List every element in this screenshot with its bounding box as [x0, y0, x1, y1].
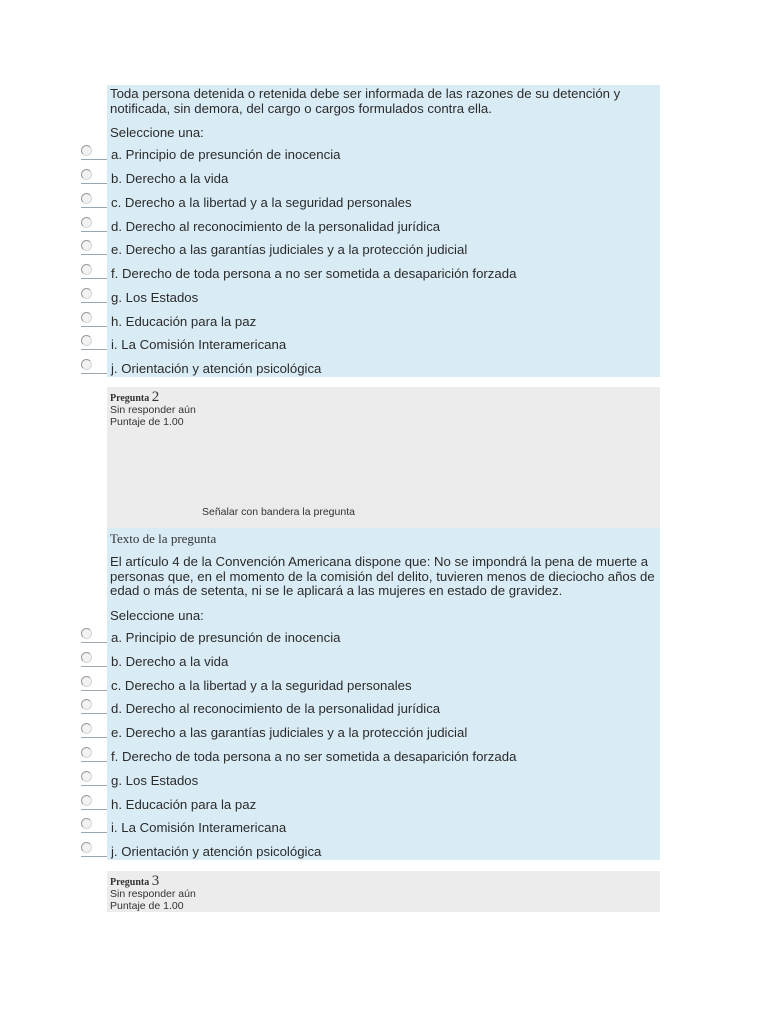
question-1-option-c[interactable] — [81, 193, 641, 217]
question-1-options — [107, 85, 660, 377]
question-3-score: Puntaje de 1.00 — [110, 900, 184, 912]
option-label[interactable]: e. Derecho a las garantías judiciales y a la protección judicial — [111, 242, 468, 257]
question-2-text: El artículo 4 de la Convención Americana dispone que: No se impondrá la pena de muerte a personas que, en el momento de la comisión del delito, tuvieren menos de dieciocho años de edad o más de setenta, ni se le aplicará a las mujeres en estado de gravidez. — [110, 554, 655, 598]
question-1-option-j[interactable] — [81, 359, 641, 383]
radio-button[interactable] — [81, 818, 92, 829]
question-2-option-b[interactable] — [81, 652, 641, 676]
option-label[interactable]: c. Derecho a la libertad y a la seguridad personales — [111, 195, 412, 210]
radio-button[interactable] — [81, 145, 92, 156]
question-1-option-e[interactable] — [81, 240, 641, 264]
radio-button[interactable] — [81, 264, 92, 275]
option-underline — [81, 737, 107, 738]
flag-question-area[interactable] — [202, 427, 660, 528]
radio-button[interactable] — [81, 676, 92, 687]
option-label[interactable]: g. Los Estados — [111, 773, 199, 788]
option-label[interactable]: h. Educación para la paz — [111, 797, 257, 812]
option-underline — [81, 302, 107, 303]
question-2-score: Puntaje de 1.00 — [110, 416, 184, 428]
question-2-content — [107, 528, 660, 860]
option-label[interactable]: f. Derecho de toda persona a no ser sometida a desaparición forzada — [111, 749, 517, 764]
question-2-option-h[interactable] — [81, 795, 641, 819]
option-label[interactable]: d. Derecho al reconocimiento de la personalidad jurídica — [111, 701, 441, 716]
option-label[interactable]: d. Derecho al reconocimiento de la personalidad jurídica — [111, 219, 441, 234]
option-label[interactable]: f. Derecho de toda persona a no ser sometida a desaparición forzada — [111, 266, 517, 281]
question-1-option-g[interactable] — [81, 288, 641, 312]
option-label[interactable]: b. Derecho a la vida — [111, 654, 229, 669]
question-2-option-f[interactable] — [81, 747, 641, 771]
question-2-options — [107, 528, 660, 860]
radio-button[interactable] — [81, 628, 92, 639]
radio-button[interactable] — [81, 335, 92, 346]
option-underline — [81, 278, 107, 279]
question-2-select-label: Seleccione una: — [110, 608, 204, 623]
radio-button[interactable] — [81, 699, 92, 710]
option-underline — [81, 761, 107, 762]
option-underline — [81, 373, 107, 374]
question-2-option-d[interactable] — [81, 699, 641, 723]
radio-button[interactable] — [81, 842, 92, 853]
question-2-option-a[interactable] — [81, 628, 641, 652]
question-1-select-label: Seleccione una: — [110, 125, 204, 140]
flag-question-link[interactable]: Señalar con bandera la pregunta — [202, 506, 355, 518]
radio-button[interactable] — [81, 217, 92, 228]
option-underline — [81, 785, 107, 786]
radio-button[interactable] — [81, 771, 92, 782]
option-label[interactable]: e. Derecho a las garantías judiciales y a la protección judicial — [111, 725, 468, 740]
question-1-content — [107, 85, 660, 377]
option-label[interactable]: h. Educación para la paz — [111, 314, 257, 329]
question-1-option-d[interactable] — [81, 217, 641, 241]
question-3-status: Sin responder aún — [110, 888, 196, 900]
option-underline — [81, 642, 107, 643]
question-1-option-i[interactable] — [81, 335, 641, 359]
radio-button[interactable] — [81, 169, 92, 180]
option-label[interactable]: a. Principio de presunción de inocencia — [111, 630, 341, 645]
radio-button[interactable] — [81, 795, 92, 806]
radio-button[interactable] — [81, 747, 92, 758]
radio-button[interactable] — [81, 723, 92, 734]
question-heading-label: Pregunta — [110, 877, 150, 888]
option-underline — [81, 809, 107, 810]
option-underline — [81, 832, 107, 833]
option-label[interactable]: g. Los Estados — [111, 290, 199, 305]
question-2-option-c[interactable] — [81, 676, 641, 700]
option-underline — [81, 183, 107, 184]
question-2-option-e[interactable] — [81, 723, 641, 747]
option-underline — [81, 159, 107, 160]
option-underline — [81, 254, 107, 255]
option-label[interactable]: c. Derecho a la libertad y a la seguridad personales — [111, 678, 412, 693]
option-underline — [81, 690, 107, 691]
question-1-text: Toda persona detenida o retenida debe ser informada de las razones de su detención y notificada, sin demora, del cargo o cargos formulados contra ella. — [110, 86, 621, 116]
option-label[interactable]: i. La Comisión Interamericana — [111, 820, 287, 835]
radio-button[interactable] — [81, 288, 92, 299]
option-underline — [81, 349, 107, 350]
option-underline — [81, 207, 107, 208]
question-number: 3 — [151, 873, 160, 889]
radio-button[interactable] — [81, 312, 92, 323]
question-number: 2 — [151, 389, 160, 405]
option-underline — [81, 326, 107, 327]
option-label[interactable]: a. Principio de presunción de inocencia — [111, 147, 341, 162]
question-1-option-f[interactable] — [81, 264, 641, 288]
option-label[interactable]: j. Orientación y atención psicológica — [111, 844, 322, 859]
radio-button[interactable] — [81, 193, 92, 204]
question-2-info — [107, 387, 660, 528]
option-label[interactable]: j. Orientación y atención psicológica — [111, 361, 322, 376]
question-2-option-i[interactable] — [81, 818, 641, 842]
question-3-info — [107, 871, 660, 912]
radio-button[interactable] — [81, 359, 92, 370]
question-2-status: Sin responder aún — [110, 404, 196, 416]
radio-button[interactable] — [81, 652, 92, 663]
option-label[interactable]: i. La Comisión Interamericana — [111, 337, 287, 352]
question-1-option-h[interactable] — [81, 312, 641, 336]
question-2-option-j[interactable] — [81, 842, 641, 866]
question-2-title: Texto de la pregunta — [110, 531, 217, 546]
question-heading-label: Pregunta — [110, 393, 150, 404]
question-2-option-g[interactable] — [81, 771, 641, 795]
option-underline — [81, 856, 107, 857]
question-1-option-a[interactable] — [81, 145, 641, 169]
option-underline — [81, 231, 107, 232]
option-label[interactable]: b. Derecho a la vida — [111, 171, 229, 186]
radio-button[interactable] — [81, 240, 92, 251]
question-1-option-b[interactable] — [81, 169, 641, 193]
option-underline — [81, 666, 107, 667]
option-underline — [81, 713, 107, 714]
